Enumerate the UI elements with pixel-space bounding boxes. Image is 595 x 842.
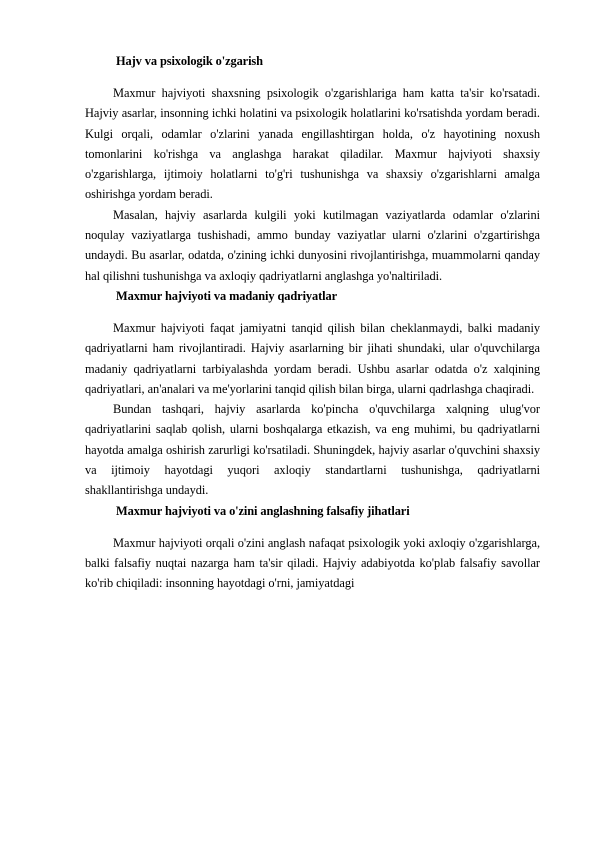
paragraph: Maxmur hajviyoti shaxsning psixologik o'zgarishlariga ham katta ta'sir ko'rsatadi. Hajviy asarlar, insonning ichki holatini va psixologik holatlarini ko'rsatishda yordam beradi. Kulgi orqali, odamlar o'zlarini yanada engillashtirgan holda, o'z hayotining noxush tomonlarini ko'rishga va anglashga harakat qiladilar. Maxmur hajviyoti shaxsiy o'zgarishlarga, ijtimoiy holatlarni to'g'ri tushunishga va shaxsiy o'zgarishlarni amalga oshirishga yordam beradi. <box>85 86 540 202</box>
section-heading-psychological-change: Hajv va psixologik o'zgarish <box>116 54 263 68</box>
document-body <box>85 52 540 594</box>
paragraph: Bundan tashqari, hajviy asarlarda ko'pincha o'quvchilarga xalqning ulug'vor qadriyatlarini saqlab qolish, ularni boshqalarga etkazish, va eng muhimi, bu qadriyatlarni hayotda amalga oshirish zarurligi ko'rsatiladi. Shuningdek, hajviy asarlar o'quvchini shaxsiy va ijtimoiy hayotdagi yuqori axloqiy standartlarni tushunishga, qadriyatlarni shakllantirishga undaydi. <box>85 402 540 498</box>
paragraph: Masalan, hajviy asarlarda kulgili yoki kutilmagan vaziyatlarda odamlar o'zlarini noqulay vaziyatlarga tushishadi, ammo bunday vaziyatlar ularni o'zlarini o'zgartirishga undaydi. Bu asarlar, odatda, o'zining ichki dunyosini rivojlantirishga, muammolarni qanday hal qilishni tushunishga va axloqiy qadriyatlarni anglashga yo'naltiriladi. <box>85 207 540 283</box>
section-heading-cultural-values: Maxmur hajviyoti va madaniy qadriyatlar <box>116 288 337 303</box>
paragraph: Maxmur hajviyoti faqat jamiyatni tanqid qilish bilan cheklanmaydi, balki madaniy qadriyatlarni ham rivojlantiradi. Hajviy asarlarning bir jihati shundaki, ular o'quvchilarga madaniy qadriyatlarni tarbiyalashda yordam beradi. Ushbu asarlar odatda o'z xalqining qadriyatlari, an'analari va me'yorlarini tanqid qilish bilan birga, ularni qadrlashga chaqiradi. <box>85 320 540 396</box>
paragraph: Maxmur hajviyoti orqali o'zini anglash nafaqat psixologik yoki axloqiy o'zgarishlarga, balki falsafiy nuqtai nazarga ham ta'sir qiladi. Hajviy adabiyotda ko'plab falsafiy savollar ko'rib chiqiladi: insonning hayotdagi o'rni, jamiyatdagi <box>85 535 540 591</box>
section-heading-philosophical-aspects: Maxmur hajviyoti va o'zini anglashning falsafiy jihatlari <box>116 503 410 518</box>
